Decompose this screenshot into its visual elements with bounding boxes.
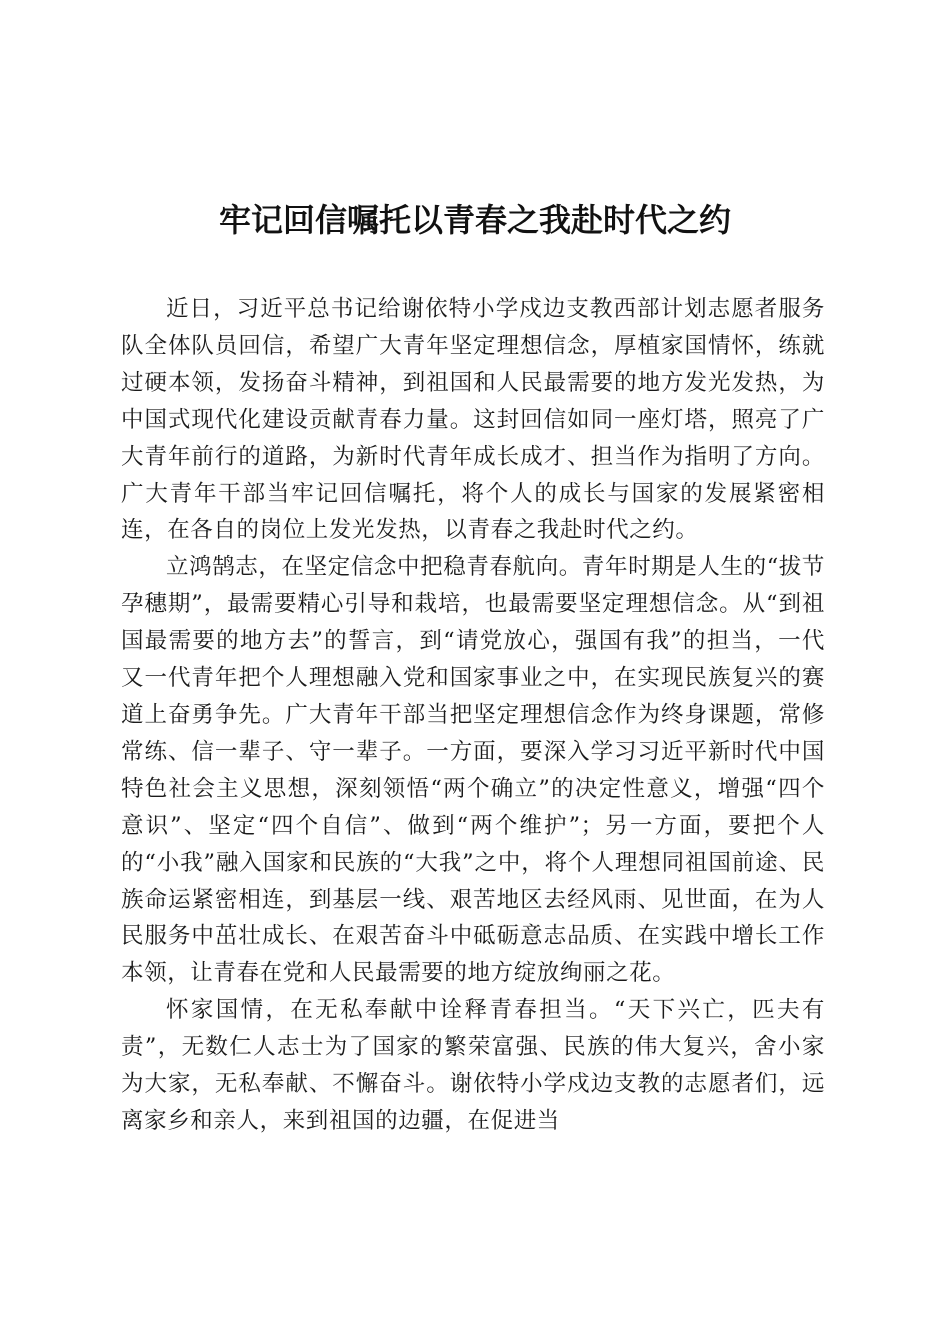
paragraph-intro: 近日，习近平总书记给谢依特小学戍边支教西部计划志愿者服务队全体队员回信，希望广大青年坚定理想信念，厚植家国情怀，练就过硬本领，发扬奋斗精神，到祖国和人民最需要的地方发光发热，为中国式现代化建设贡献青春力量。这封回信如同一座灯塔，照亮了广大青年前行的道路，为新时代青年成长成才、担当作为指明了方向。广大青年干部当牢记回信嘱托，将个人的成长与国家的发展紧密相连，在各自的岗位上发光发热，以青春之我赴时代之约。 xyxy=(121,296,825,544)
document-body xyxy=(121,291,825,1140)
paragraph-patriotism: 怀家国情，在无私奉献中诠释青春担当。“天下兴亡，匹夫有责”，无数仁人志士为了国家的繁荣富强、民族的伟大复兴，舍小家为大家，无私奉献、不懈奋斗。谢依特小学戍边支教的志愿者们，远离家乡和亲人，来到祖国的边疆，在促进当 xyxy=(121,997,825,1134)
document-title: 牢记回信嘱托以青春之我赴时代之约 xyxy=(218,201,731,239)
paragraph-ideals: 立鸿鹄志，在坚定信念中把稳青春航向。青年时期是人生的“拔节孕穗期”，最需要精心引导和栽培，也最需要坚定理想信念。从“到祖国最需要的地方去”的誓言，到“请党放心，强国有我”的担当，一代又一代青年把个人理想融入党和国家事业之中，在实现民族复兴的赛道上奋勇争先。广大青年干部当把坚定理想信念作为终身课题，常修常练、信一辈子、守一辈子。一方面，要深入学习习近平新时代中国特色社会主义思想，深刻领悟“两个确立”的决定性意义，增强“四个意识”、坚定“四个自信”、做到“两个维护”；另一方面，要把个人的“小我”融入国家和民族的“大我”之中，将个人理想同祖国前途、民族命运紧密相连，到基层一线、艰苦地区去经风雨、见世面，在为人民服务中茁壮成长、在艰苦奋斗中砥砺意志品质、在实践中增长工作本领，让青春在党和人民最需要的地方绽放绚丽之花。 xyxy=(121,554,825,987)
